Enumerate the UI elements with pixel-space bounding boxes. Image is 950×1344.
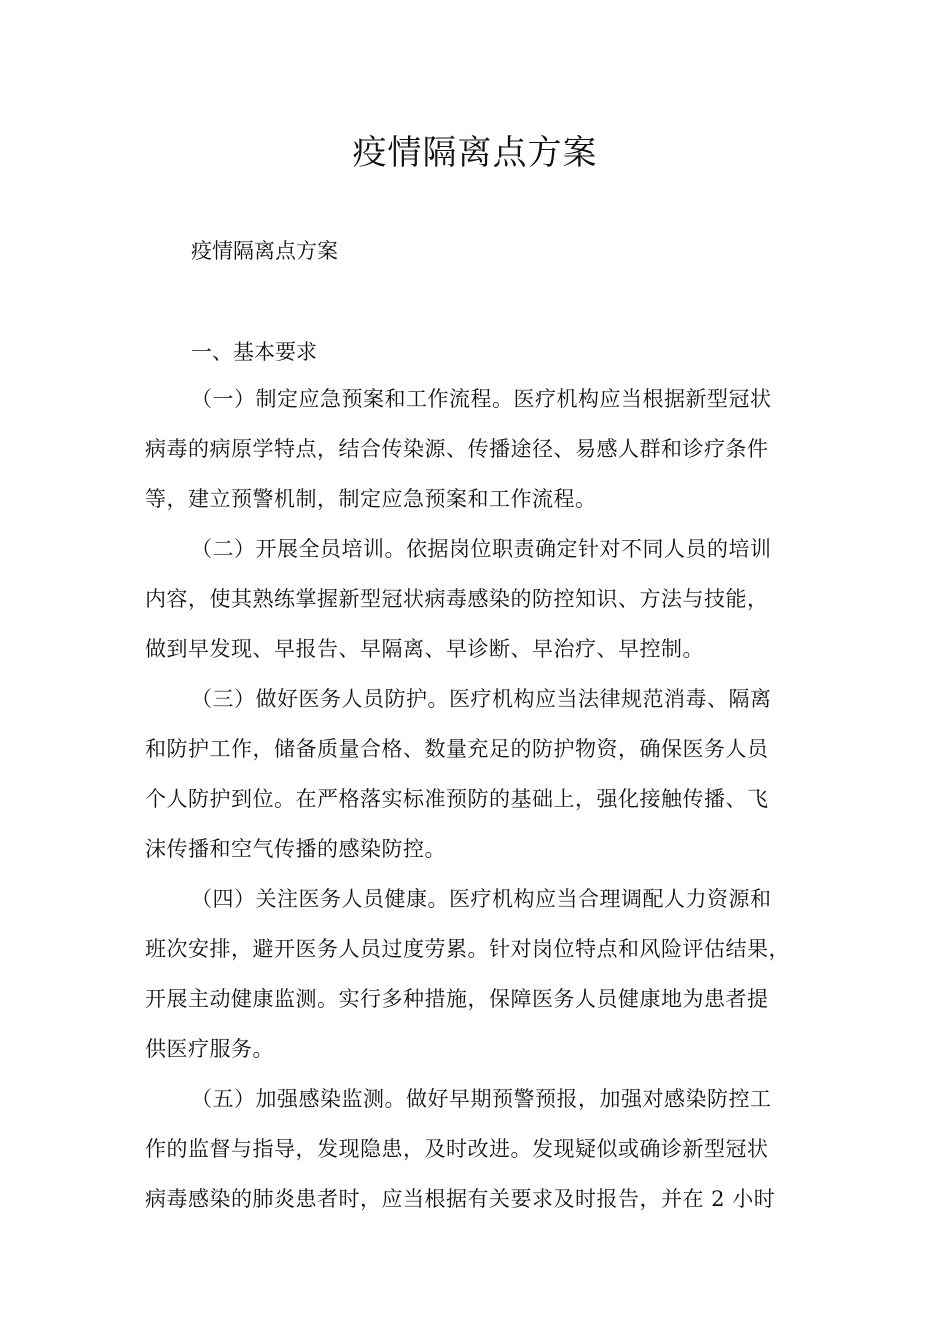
paragraph-1-line-1: （一）制定应急预案和工作流程。医疗机构应当根据新型冠状 xyxy=(191,387,772,411)
paragraph-4-line-1: （四）关注医务人员健康。医疗机构应当合理调配人力资源和 xyxy=(191,887,772,911)
body-text xyxy=(145,381,825,1231)
paragraph-4-line-3: 开展主动健康监测。实行多种措施，保障医务人员健康地为患者提 xyxy=(145,987,769,1011)
document-title: 疫情隔离点方案 xyxy=(352,133,598,173)
paragraph-2-line-1: （二）开展全员培训。依据岗位职责确定针对不同人员的培训 xyxy=(191,537,772,561)
paragraph-2-line-2: 内容，使其熟练掌握新型冠状病毒感染的防控知识、方法与技能， xyxy=(145,587,769,611)
paragraph-2-line-3: 做到早发现、早报告、早隔离、早诊断、早治疗、早控制。 xyxy=(145,637,704,661)
paragraph-4-line-4: 供医疗服务。 xyxy=(145,1037,274,1061)
paragraph-4-line-2: 班次安排，避开医务人员过度劳累。针对岗位特点和风险评估结果， xyxy=(145,937,790,961)
section-heading: 一、基本要求 xyxy=(191,340,317,364)
paragraph-5-line-2: 作的监督与指导，发现隐患，及时改进。发现疑似或确诊新型冠状 xyxy=(145,1137,769,1161)
paragraph-5-line-1: （五）加强感染监测。做好早期预警预报，加强对感染防控工 xyxy=(191,1087,772,1111)
paragraph-3-line-3: 个人防护到位。在严格落实标准预防的基础上，强化接触传播、飞 xyxy=(145,787,769,811)
document-subtitle: 疫情隔离点方案 xyxy=(191,239,338,263)
paragraph-5-line-3: 病毒感染的肺炎患者时，应当根据有关要求及时报告，并在 2 小时 xyxy=(145,1187,776,1211)
paragraph-3-line-2: 和防护工作，储备质量合格、数量充足的防护物资，确保医务人员 xyxy=(145,737,769,761)
paragraph-1-line-2: 病毒的病原学特点，结合传染源、传播途径、易感人群和诊疗条件 xyxy=(145,437,769,461)
paragraph-3-line-4: 沫传播和空气传播的感染防控。 xyxy=(145,837,446,861)
paragraph-1-line-3: 等，建立预警机制，制定应急预案和工作流程。 xyxy=(145,487,597,511)
paragraph-3-line-1: （三）做好医务人员防护。医疗机构应当法律规范消毒、隔离 xyxy=(191,687,772,711)
